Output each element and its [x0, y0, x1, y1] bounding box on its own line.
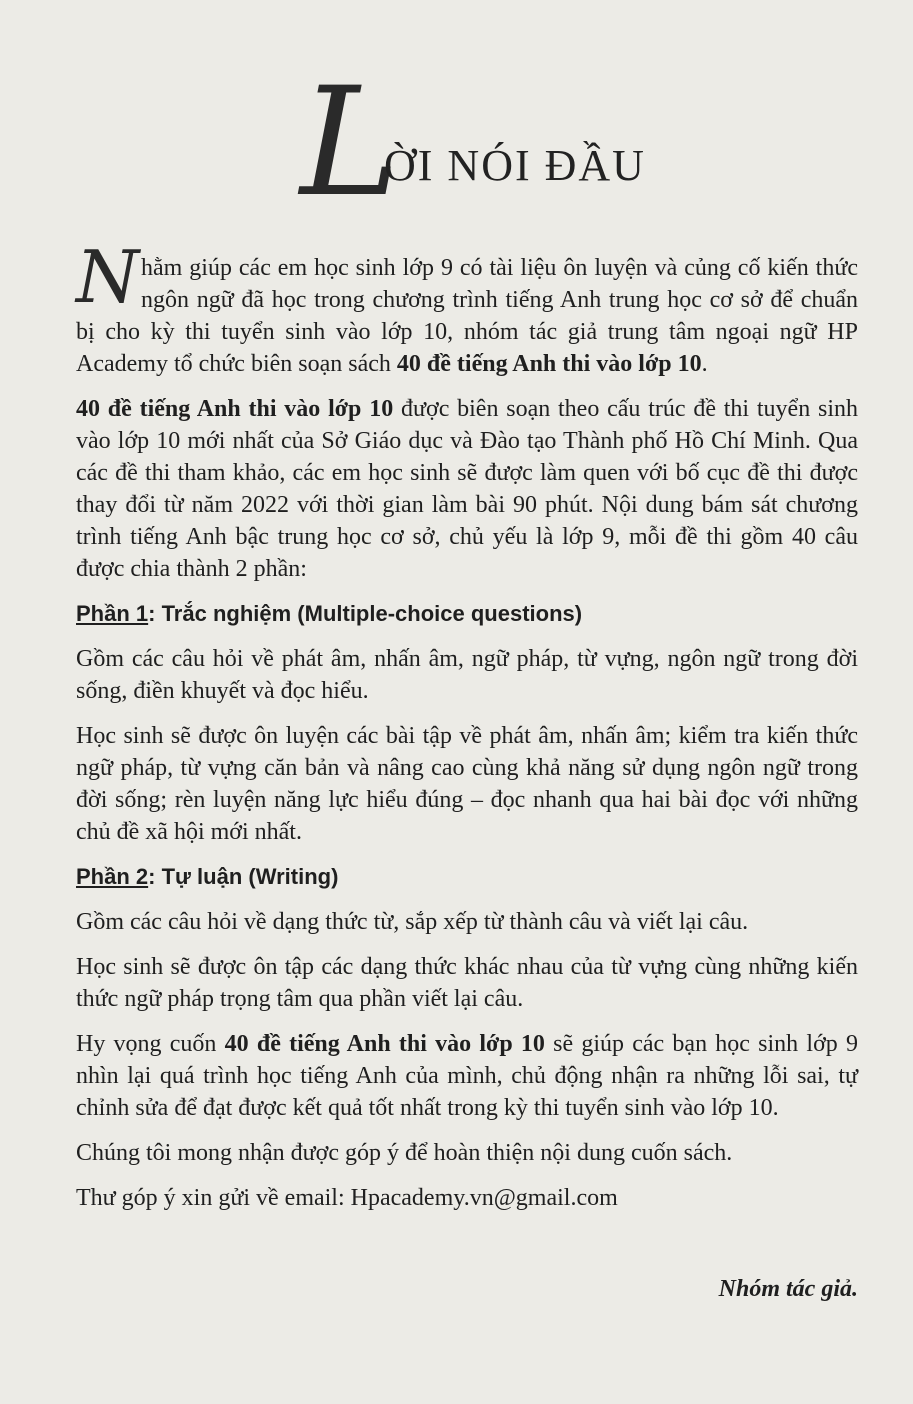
email-paragraph: Thư góp ý xin gửi về email: Hpacademy.vn@gmail.com — [76, 1185, 618, 1211]
intro-book-title: 40 đề tiếng Anh thi vào lớp 10 — [396, 351, 702, 377]
title-text: ỜI NÓI ĐẦU — [384, 141, 646, 190]
part2-heading — [76, 861, 858, 893]
part2-paragraph-2: Học sinh sẽ được ôn tập các dạng thức khác nhau của từ vựng cùng những kiến thức ngữ pháp trọng tâm qua phần viết lại câu. — [76, 954, 858, 1012]
hope-paragraph — [76, 1028, 858, 1124]
structure-paragraph — [76, 393, 858, 585]
title-initial: L — [300, 56, 400, 230]
feedback-paragraph: Chúng tôi mong nhận được góp ý để hoàn thiện nội dung cuốn sách. — [76, 1140, 733, 1166]
intro-paragraph — [76, 235, 858, 380]
signature: Nhóm tác giả. — [718, 1276, 858, 1302]
hope-start: Hy vọng cuốn — [76, 1031, 225, 1057]
part1-paragraph-1: Gồm các câu hỏi về phát âm, nhấn âm, ngữ pháp, từ vựng, ngôn ngữ trong đời sống, điền khuyết và đọc hiểu. — [76, 646, 858, 704]
part2-paragraph-1: Gồm các câu hỏi về dạng thức từ, sắp xếp từ thành câu và viết lại câu. — [76, 909, 749, 935]
dropcap: N — [76, 235, 139, 319]
part1-heading — [76, 598, 858, 630]
structure-book-title: 40 đề tiếng Anh thi vào lớp 10 — [76, 396, 394, 422]
part2-label: Phần 2 — [76, 864, 149, 889]
part1-title: : Trắc nghiệm (Multiple-choice questions) — [148, 601, 583, 626]
intro-text: hằm giúp các em học sinh lớp 9 có tài liệu ôn luyện và củng cố kiến thức ngôn ngữ đã học trong chương trình tiếng Anh trung học cơ sở để chuẩn bị cho kỳ thi tuyển sinh vào lớp 10, nhóm tác giả trung tâm ngoại ngữ HP Academy tổ chức biên soạn sách — [76, 255, 858, 377]
part1-label: Phần 1 — [76, 601, 149, 626]
hope-text: sẽ giúp các bạn học sinh lớp 9 nhìn lại quá trình học tiếng Anh của mình, chủ động nhận ra những lỗi sai, tự chỉnh sửa để đạt được kết quả tốt nhất trong kỳ thi tuyển sinh vào lớp 10. — [76, 1031, 858, 1121]
page-title — [300, 56, 646, 230]
hope-book-title: 40 đề tiếng Anh thi vào lớp 10 — [224, 1031, 545, 1057]
structure-text: được biên soạn theo cấu trúc đề thi tuyển sinh vào lớp 10 mới nhất của Sở Giáo dục và Đào tạo Thành phố Hồ Chí Minh. Qua các đề thi tham khảo, các em học sinh sẽ được làm quen với bố cục đề thi được thay đổi từ năm 2022 với thời gian làm bài 90 phút. Nội dung bám sát chương trình tiếng Anh bậc trung học cơ sở, chủ yếu là lớp 9, mỗi đề thi gồm 40 câu được chia thành 2 phần: — [76, 396, 858, 582]
preface-body — [76, 235, 858, 1227]
part1-paragraph-2: Học sinh sẽ được ôn luyện các bài tập về phát âm, nhấn âm; kiểm tra kiến thức ngữ pháp, từ vựng căn bản và nâng cao cùng khả năng sử dụng ngôn ngữ trong đời sống; rèn luyện năng lực hiểu đúng – đọc nhanh qua hai bài đọc với những chủ đề xã hội mới nhất. — [76, 723, 858, 845]
intro-end: . — [701, 351, 708, 377]
part2-title: : Tự luận (Writing) — [148, 864, 339, 889]
